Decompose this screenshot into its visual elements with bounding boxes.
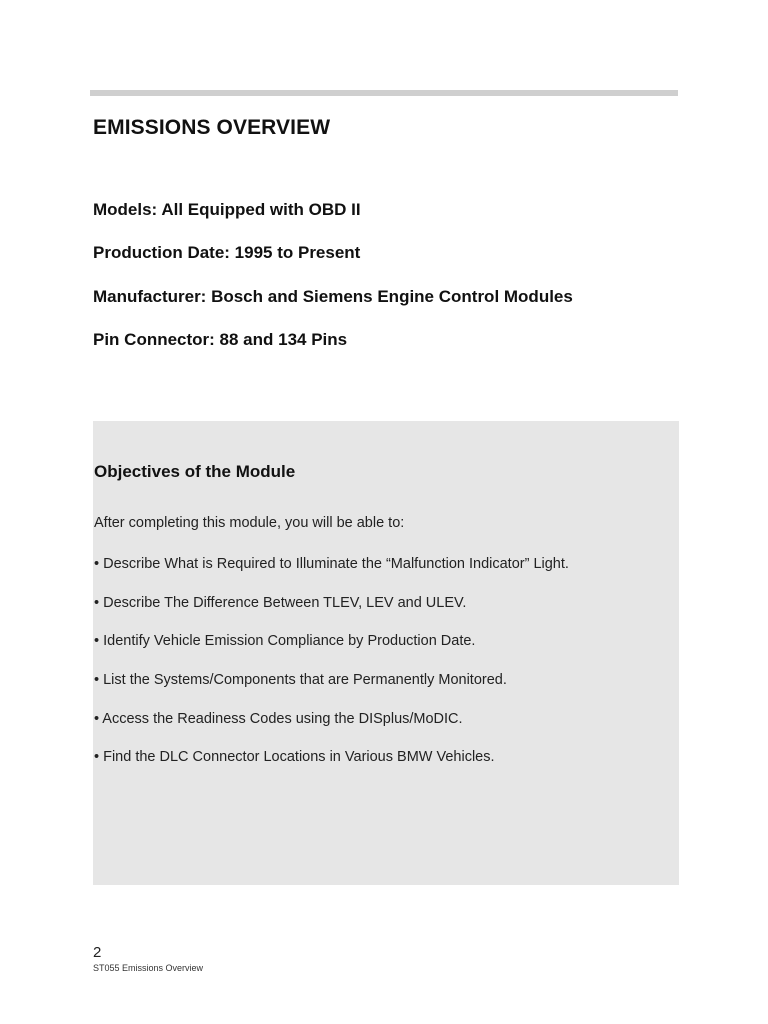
footer-doc-title: ST055 Emissions Overview <box>93 963 204 973</box>
objective-item: • List the Systems/Components that are Permanently Monitored. <box>94 672 507 689</box>
objective-item: • Describe The Difference Between TLEV, LEV and ULEV. <box>94 594 467 611</box>
objective-item: • Find the DLC Connector Locations in Various BMW Vehicles. <box>94 749 495 766</box>
objectives-intro: After completing this module, you will be able to: <box>94 515 405 531</box>
header-rule <box>90 90 678 96</box>
page-number: 2 <box>93 944 102 961</box>
spec-manufacturer: Manufacturer: Bosch and Siemens Engine Control Modules <box>93 286 573 306</box>
spec-production-date: Production Date: 1995 to Present <box>93 243 361 263</box>
objectives-list <box>94 554 569 786</box>
spec-models: Models: All Equipped with OBD II <box>93 200 361 219</box>
objective-item: • Access the Readiness Codes using the DISplus/MoDIC. <box>94 710 463 727</box>
spec-pin-connector: Pin Connector: 88 and 134 Pins <box>93 329 348 349</box>
objective-item: • Identify Vehicle Emission Compliance by Production Date. <box>94 633 476 650</box>
objective-item: • Describe What is Required to Illuminate the “Malfunction Indicator” Light. <box>94 556 569 572</box>
objectives-title: Objectives of the Module <box>94 462 296 481</box>
spec-list <box>93 198 573 371</box>
objectives-box <box>93 421 679 885</box>
page-title: EMISSIONS OVERVIEW <box>93 116 331 139</box>
